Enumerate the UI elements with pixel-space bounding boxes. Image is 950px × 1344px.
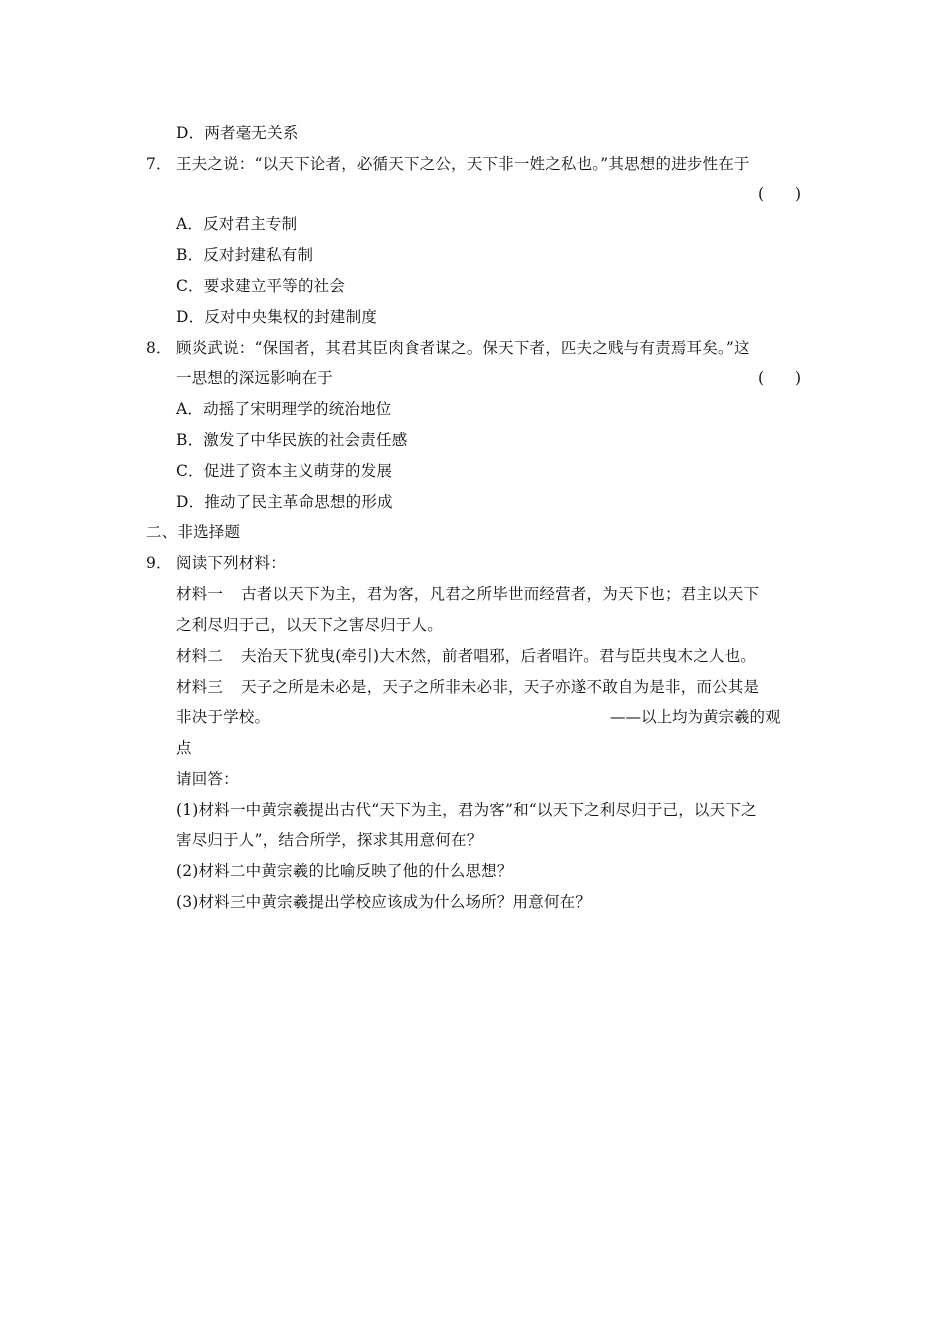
q7-number: 7．	[146, 155, 172, 173]
material2-label: 材料二	[176, 647, 224, 665]
q8-answer-blank: ( )	[758, 369, 802, 387]
q7-option-b: B．反对封建私有制	[176, 246, 314, 264]
q8-option-b: B．激发了中华民族的社会责任感	[176, 431, 408, 449]
material3-label: 材料三	[176, 678, 224, 696]
q9-attribution-line1: ——以上均为黄宗羲的观	[610, 708, 781, 726]
q9-material1-line1	[176, 584, 759, 604]
q8-option-d: D．推动了民主革命思想的形成	[176, 493, 393, 511]
q7-text: 王夫之说：“以天下论者，必循天下之公，天下非一姓之私也。”其思想的进步性在于	[176, 155, 750, 173]
q9-sub1-line1: (1)材料一中黄宗羲提出古代“天下为主，君为客”和“以天下之利尽归于己，以天下之	[176, 801, 757, 819]
q7-answer-blank: ( )	[758, 185, 802, 203]
q7-option-a: A．反对君主专制	[176, 215, 298, 233]
q8-option-a: A．动摇了宋明理学的统治地位	[176, 400, 392, 418]
q9-prompt: 请回答：	[176, 770, 239, 788]
q9-number: 9．	[146, 554, 172, 572]
q9-attribution-line2: 点	[176, 739, 192, 757]
q9-material1-line2: 之利尽归于己，以天下之害尽归于人。	[176, 616, 443, 634]
material1-label: 材料一	[176, 585, 224, 603]
q9-sub1-line2: 害尽归于人”，结合所学，探求其用意何在？	[176, 831, 483, 849]
q8-option-c: C．促进了资本主义萌芽的发展	[176, 462, 393, 480]
section2-heading: 二、非选择题	[146, 523, 241, 541]
q9-material3-line2: 非决于学校。	[176, 708, 271, 726]
q9-material2	[176, 646, 756, 666]
material2-text: 夫治天下犹曳(牵引)大木然，前者唱邪，后者唱许。君与臣共曳木之人也。	[241, 647, 757, 665]
q8-text-line1: 顾炎武说：“保国者，其君其臣肉食者谋之。保天下者，匹夫之贱与有责焉耳矣。”这	[176, 339, 750, 357]
q8-number: 8．	[146, 339, 172, 357]
q6-option-d: D．两者毫无关系	[176, 124, 299, 142]
q7-option-d: D．反对中央集权的封建制度	[176, 308, 378, 326]
q9-material3-line1	[176, 677, 759, 697]
q9-sub3: (3)材料三中黄宗羲提出学校应该成为什么场所？用意何在？	[176, 893, 592, 911]
q9-intro: 阅读下列材料：	[176, 554, 286, 572]
q9-sub2: (2)材料二中黄宗羲的比喻反映了他的什么思想？	[176, 862, 513, 880]
material3-text: 天子之所是未必是，天子之所非未必非，天子亦遂不敢自为是非，而公其是	[241, 678, 760, 696]
q7-option-c: C．要求建立平等的社会	[176, 277, 346, 295]
q8-text-line2: 一思想的深远影响在于	[176, 369, 334, 387]
material1-text: 古者以天下为主，君为客，凡君之所毕世而经营者，为天下也；君主以天下	[241, 585, 760, 603]
